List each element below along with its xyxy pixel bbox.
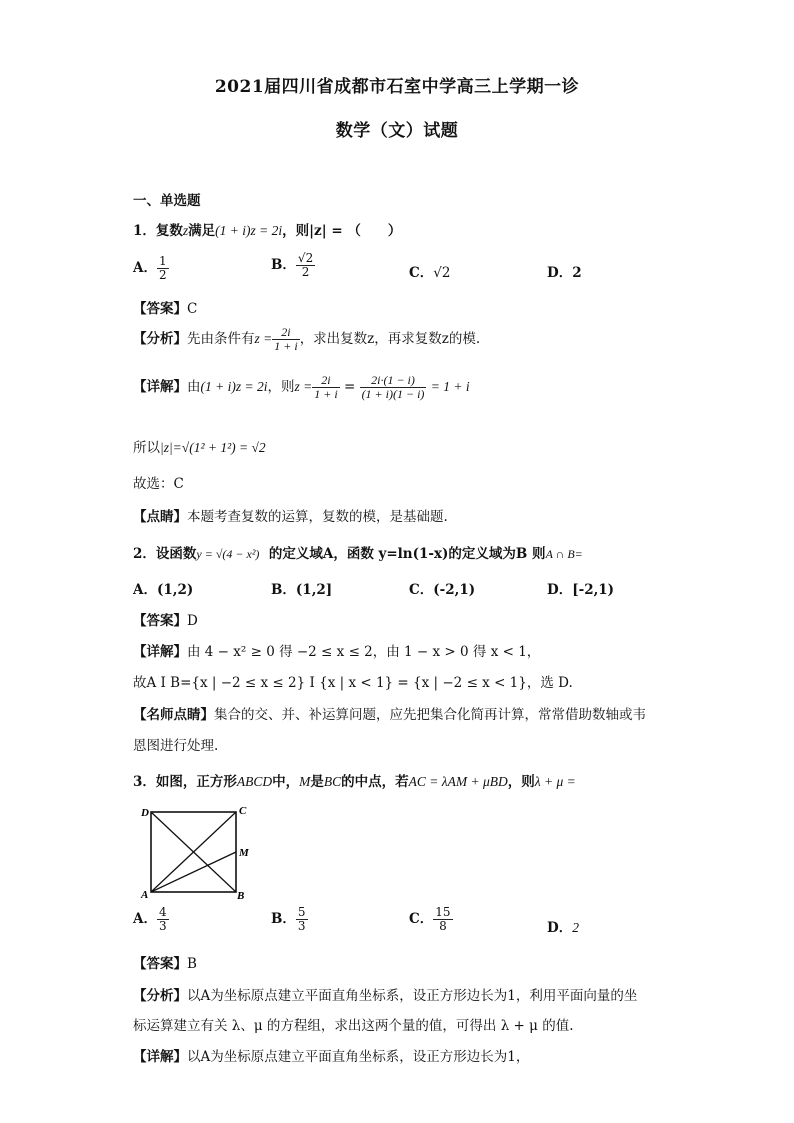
q3-option-b bbox=[271, 906, 308, 933]
q3-answer-tag: 【答案】 bbox=[133, 956, 187, 972]
q1-option-d bbox=[547, 261, 582, 281]
q2-option-c: C．(-2,1) bbox=[409, 582, 476, 598]
q1-detail-cond: (1 + i)z = 2i bbox=[200, 379, 268, 395]
q1-comment-text: 本题考查复数的运算，复数的模，是基础题. bbox=[187, 509, 448, 525]
q2-teacher-2: 恩图进行处理. bbox=[133, 738, 219, 754]
q3-stem-mid2: 是 bbox=[310, 774, 324, 790]
q1-stem bbox=[133, 219, 401, 239]
label-c: C bbox=[239, 805, 247, 817]
q1-analysis-post: ，求出复数z，再求复数z的模. bbox=[299, 331, 481, 348]
q3-option-a-num: 4 bbox=[158, 905, 167, 919]
q3-option-a-den: 3 bbox=[158, 919, 167, 934]
q2-answer-tag: 【答案】 bbox=[133, 613, 187, 629]
q1-option-a-label: A． bbox=[133, 260, 157, 277]
section-heading: 一、单选题 bbox=[133, 193, 201, 209]
q1-stem-post: ，则|z| = （ ） bbox=[282, 223, 402, 239]
q3-option-d-value: 2 bbox=[572, 920, 579, 935]
q1-answer-tag: 【答案】 bbox=[133, 301, 187, 317]
q1-modulus-expr: |z|=√(1² + 1²) = √2 bbox=[160, 440, 266, 455]
q1-option-d-label: D． bbox=[547, 265, 573, 281]
q1-option-c-value: √2 bbox=[433, 265, 451, 281]
q2-detail-1 bbox=[133, 640, 540, 660]
paper-subtitle: 数学（文）试题 bbox=[335, 121, 459, 141]
label-d: D bbox=[141, 807, 149, 819]
q1-detail-f2-den: (1 + i)(1 − i) bbox=[361, 387, 425, 402]
q2-teacher-1-text: 集合的交、并、补运算问题，应先把集合化简再计算，常常借助数轴或韦 bbox=[214, 707, 646, 723]
q1-modulus bbox=[133, 436, 266, 456]
q2-option-a: A．(1,2) bbox=[133, 582, 194, 598]
q1-detail-lhs: z = bbox=[294, 379, 313, 395]
q2-detail-2: 故A I B={x | −2 ≤ x ≤ 2} I {x | x < 1} = {x | −2 ≤ x < 1}，选 D. bbox=[133, 675, 573, 691]
q1-detail-tag: 【详解】 bbox=[133, 379, 187, 396]
q3-detail-tag: 【详解】 bbox=[133, 1049, 187, 1065]
q1-detail-pre: 由 bbox=[187, 379, 201, 396]
q3-stem-mid1: 中， bbox=[272, 774, 300, 790]
label-b: B bbox=[237, 890, 245, 900]
q3-point-m: M bbox=[299, 774, 311, 789]
q1-option-b-label: B． bbox=[271, 257, 296, 274]
q1-detail-f1-num: 2i bbox=[312, 374, 339, 388]
q3-analysis-2: 标运算建立有关 λ、μ 的方程组，求出这两个量的值，可得出 λ + μ 的值. bbox=[133, 1018, 574, 1034]
q2-stem bbox=[133, 542, 583, 562]
q1-stem-pre: 1．复数 bbox=[133, 223, 183, 239]
q1-detail-f1-den: 1 + i bbox=[314, 387, 338, 402]
q1-analysis-num: 2i bbox=[272, 326, 299, 340]
q2-set-expr: A ∩ B= bbox=[545, 547, 583, 561]
q3-stem-post: ，则 bbox=[507, 774, 535, 790]
q1-detail: 【详解】由(1 + i)z = 2i，则z = $\frac{2i}{1 + i}$ = $\frac{2i\cdot(1 - i)}{(1 + i)(1 - i)}$ = 1 + i bbox=[133, 373, 470, 402]
q1-analysis-tag: 【分析】 bbox=[133, 331, 187, 348]
q1-choose: 故选：C bbox=[133, 476, 184, 492]
q3-result-expr: λ + μ = bbox=[534, 774, 576, 789]
q1-analysis-den: 1 + i bbox=[274, 339, 298, 354]
q3-option-b-label: B． bbox=[271, 911, 296, 928]
q3-option-c-den: 8 bbox=[439, 919, 447, 934]
q1-condition: (1 + i)z = 2i bbox=[215, 223, 283, 238]
q1-detail-rhs: = 1 + i bbox=[430, 379, 470, 395]
q1-modulus-pre: 所以 bbox=[133, 440, 160, 456]
q3-option-d bbox=[547, 916, 579, 936]
q1-option-b-den: 2 bbox=[301, 265, 310, 280]
q3-stem bbox=[133, 770, 576, 790]
q1-stem-mid: 满足 bbox=[188, 223, 216, 239]
q2-detail-tag: 【详解】 bbox=[133, 644, 187, 660]
q1-comment bbox=[133, 505, 448, 525]
q1-option-d-value: 2 bbox=[572, 265, 582, 281]
q1-option-a-den: 2 bbox=[158, 268, 167, 283]
q3-stem-pre: 3．如图，正方形 bbox=[133, 774, 237, 790]
q3-option-c bbox=[409, 906, 453, 933]
q3-option-b-num: 5 bbox=[297, 905, 306, 919]
q1-analysis-pre: 先由条件有 bbox=[187, 331, 255, 348]
q3-analysis-1-text: 以A为坐标原点建立平面直角坐标系，设正方形边长为1，利用平面向量的坐 bbox=[187, 988, 638, 1004]
q3-vector-expr: AC = λAM + μBD bbox=[408, 774, 508, 789]
q1-option-c-label: C． bbox=[409, 265, 434, 281]
q3-analysis-tag: 【分析】 bbox=[133, 988, 187, 1004]
q1-option-a bbox=[133, 255, 169, 282]
q2-function: y = √(4 − x²) bbox=[196, 547, 260, 561]
label-a: A bbox=[141, 889, 149, 900]
q2-answer-value: D bbox=[187, 613, 198, 629]
q2-teacher-1 bbox=[133, 703, 646, 723]
q1-option-c bbox=[409, 261, 450, 281]
q2-teacher-tag: 【名师点睛】 bbox=[133, 707, 214, 723]
q2-detail-1-text: 由 4 − x² ≥ 0 得 −2 ≤ x ≤ 2，由 1 − x > 0 得 x < 1， bbox=[187, 644, 541, 660]
q1-comment-tag: 【点睛】 bbox=[133, 509, 187, 525]
q1-detail-f2-num: 2i·(1 − i) bbox=[360, 374, 427, 388]
segment-am bbox=[151, 852, 236, 892]
q1-answer-value: C bbox=[187, 301, 198, 317]
q3-option-b-den: 3 bbox=[297, 919, 306, 934]
q2-stem-pre: 2．设函数 bbox=[133, 546, 197, 562]
paper-title: 2021届四川省成都市石室中学高三上学期一诊 bbox=[214, 77, 580, 97]
q3-detail-1-text: 以A为坐标原点建立平面直角坐标系，设正方形边长为1， bbox=[187, 1049, 530, 1065]
q3-answer bbox=[133, 952, 197, 972]
q2-answer bbox=[133, 609, 198, 629]
q1-var-z: z bbox=[182, 223, 189, 238]
q3-option-a bbox=[133, 906, 169, 933]
q3-square-name: ABCD bbox=[236, 774, 273, 789]
label-m: M bbox=[239, 847, 249, 859]
q2-stem-post: 的定义域A，函数 y=ln(1-x)的定义域为B 则 bbox=[268, 546, 546, 562]
q3-option-c-num: 15 bbox=[435, 905, 451, 919]
q2-option-b: B．(1,2] bbox=[271, 582, 333, 598]
q1-analysis-lhs: z = bbox=[254, 331, 273, 347]
q3-side-bc: BC bbox=[323, 774, 342, 789]
q1-analysis bbox=[133, 326, 480, 353]
q3-answer-value: B bbox=[187, 956, 197, 972]
q3-option-d-label: D． bbox=[547, 920, 573, 936]
q3-analysis-1 bbox=[133, 984, 637, 1004]
q3-detail-1 bbox=[133, 1045, 529, 1065]
q1-answer bbox=[133, 297, 197, 317]
q1-option-b-num: √2 bbox=[297, 251, 314, 265]
q3-square-figure bbox=[133, 800, 253, 900]
q1-option-a-num: 1 bbox=[158, 254, 167, 268]
q1-detail-mid: ，则 bbox=[267, 379, 295, 396]
q3-stem-mid3: 的中点，若 bbox=[341, 774, 409, 790]
q2-option-d: D．[-2,1) bbox=[547, 582, 615, 598]
q3-option-a-label: A． bbox=[133, 911, 157, 928]
q1-option-b bbox=[271, 252, 315, 279]
q3-option-c-label: C． bbox=[409, 911, 434, 928]
